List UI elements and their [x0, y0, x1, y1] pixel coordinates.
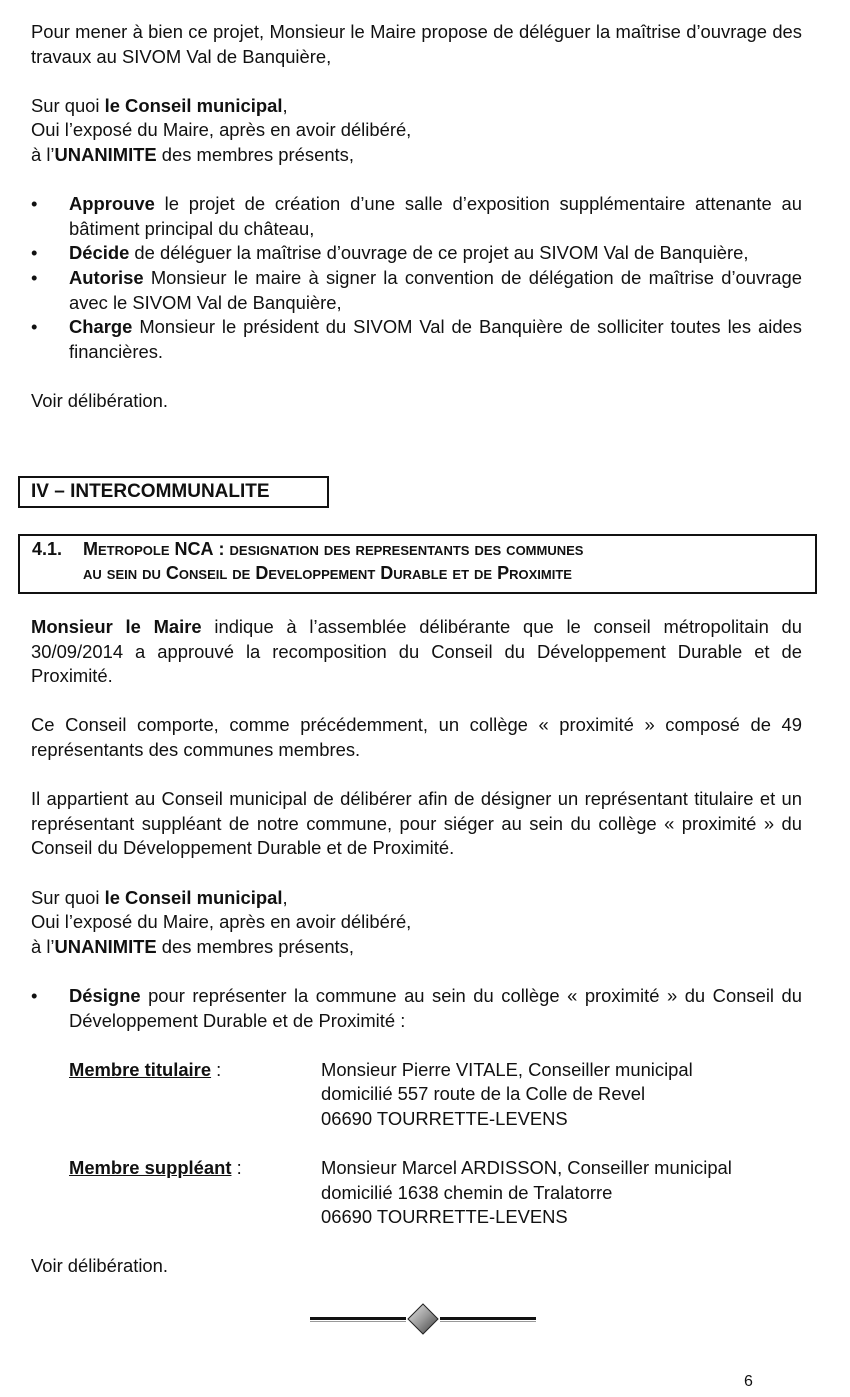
- decision-text: Monsieur le maire à signer la convention de délégation de maîtrise d’ouvrage avec le SIVOM Val de Banquière,: [69, 266, 802, 313]
- section-heading: [18, 476, 329, 508]
- decision-verb: Charge: [69, 316, 133, 338]
- bullet-icon: •: [31, 266, 38, 288]
- unanimite-bold: UNANIMITE: [54, 935, 157, 957]
- intro-paragraph: Pour mener à bien ce projet, Monsieur le Maire propose de déléguer la maîtrise d’ouvrage des travaux au SIVOM Val de Banquière,: [31, 21, 802, 67]
- oui-expose-line: Oui l’exposé du Maire, après en avoir délibéré,: [31, 119, 412, 141]
- membre-suppleant-label: [69, 1156, 321, 1230]
- voir-deliberation: Voir délibération.: [31, 389, 168, 411]
- document-body-part2: [31, 615, 802, 1279]
- list-item: [31, 266, 802, 315]
- subsection-title-part: Metropole: [83, 539, 175, 559]
- maire-paragraph: [31, 615, 802, 689]
- subsection-title-part: : designation des representants des communes: [213, 539, 584, 559]
- conseil-paragraph: Ce Conseil comporte, comme précédemment, un collège « proximité » composé de 49 représentants des communes membres.: [31, 714, 802, 760]
- divider-ornament-icon: [310, 1303, 536, 1335]
- decision-text: Monsieur le président du SIVOM Val de Banquière de solliciter toutes les aides financières.: [69, 316, 802, 362]
- unanimite-suffix: des membres présents,: [156, 143, 354, 165]
- sur-quoi-suffix: ,: [282, 886, 288, 908]
- decision-verb: Approuve: [69, 193, 155, 215]
- bullet-icon: •: [31, 984, 38, 1006]
- membre-titulaire: [31, 1058, 802, 1132]
- member-name: Monsieur Marcel ARDISSON, Conseiller municipal: [321, 1157, 732, 1179]
- oui-expose-line: Oui l’exposé du Maire, après en avoir délibéré,: [31, 911, 412, 933]
- monsieur-le-maire-bold: Monsieur le Maire: [31, 616, 202, 637]
- label-separator: :: [211, 1058, 222, 1080]
- subsection-line1: [32, 538, 803, 562]
- bullet-icon: •: [31, 242, 38, 264]
- subsection-line2: au sein du Conseil de Developpement Durable et de Proximite: [83, 563, 572, 583]
- document-body-part1: [31, 20, 802, 414]
- appartient-paragraph: Il appartient au Conseil municipal de délibérer afin de désigner un représentant titulaire et un représentant suppléant de notre commune, pour siéger au sein du collège « proximité » du Conseil du Développement Durable et de Proximité.: [31, 788, 802, 859]
- list-item: [31, 241, 802, 266]
- subsection-number: 4.1.: [32, 539, 63, 559]
- decision-verb: Décide: [69, 242, 130, 264]
- unanimite-line: [31, 935, 802, 960]
- membre-titulaire-details: [321, 1058, 802, 1132]
- sur-quoi-line: [31, 94, 802, 119]
- voir-deliberation: Voir délibération.: [31, 1255, 168, 1277]
- page-number: 6: [744, 1373, 753, 1390]
- unanimite-line: [31, 143, 802, 168]
- list-item: [31, 192, 802, 241]
- subsection-title-acronym: NCA: [174, 539, 214, 559]
- membre-suppleant-details: [321, 1156, 802, 1230]
- sur-quoi-prefix: Sur quoi: [31, 94, 105, 116]
- label-separator: :: [231, 1157, 242, 1179]
- designe-verb: Désigne: [69, 984, 141, 1006]
- subsection-heading: [18, 534, 817, 594]
- decision-text: de déléguer la maîtrise d’ouvrage de ce projet au SIVOM Val de Banquière,: [129, 242, 749, 264]
- member-city: 06690 TOURRETTE-LEVENS: [321, 1107, 568, 1129]
- bullet-icon: •: [31, 316, 38, 338]
- sur-quoi-suffix: ,: [282, 94, 288, 116]
- unanimite-suffix: des membres présents,: [156, 935, 354, 957]
- maire-paragraph-text: indique à l’assemblée délibérante que le conseil métropolitain du 30/09/2014 a approuvé la recomposition du Conseil du Développement Durable et de Proximité.: [31, 616, 803, 687]
- conseil-municipal-bold: le Conseil municipal: [104, 886, 283, 908]
- member-address: domicilié 1638 chemin de Tralatorre: [321, 1181, 613, 1203]
- sur-quoi-prefix: Sur quoi: [31, 886, 105, 908]
- membre-titulaire-label: [69, 1058, 321, 1132]
- decision-verb: Autorise: [69, 266, 144, 288]
- membre-suppleant: [31, 1156, 802, 1230]
- member-address: domicilié 557 route de la Colle de Revel: [321, 1083, 646, 1105]
- unanimite-bold: UNANIMITE: [54, 143, 157, 165]
- designation-list: [31, 984, 802, 1033]
- decision-text: le projet de création d’une salle d’exposition supplémentaire attenante au bâtiment principal du château,: [69, 193, 802, 239]
- unanimite-prefix: à l’: [31, 143, 55, 165]
- membre-titulaire-title: Membre titulaire: [69, 1058, 212, 1080]
- list-item: [31, 315, 802, 364]
- membre-suppleant-title: Membre suppléant: [69, 1157, 232, 1179]
- sur-quoi-line: [31, 886, 802, 911]
- bullet-icon: •: [31, 193, 38, 215]
- section-title: IV – INTERCOMMUNALITE: [31, 481, 270, 502]
- designe-text: pour représenter la commune au sein du collège « proximité » du Conseil du Développement Durable et de Proximité :: [69, 984, 802, 1031]
- unanimite-prefix: à l’: [31, 935, 55, 957]
- decision-list: [31, 192, 802, 364]
- conseil-municipal-bold: le Conseil municipal: [104, 94, 283, 116]
- member-name: Monsieur Pierre VITALE, Conseiller municipal: [321, 1058, 693, 1080]
- member-city: 06690 TOURRETTE-LEVENS: [321, 1206, 568, 1228]
- list-item: [31, 984, 802, 1033]
